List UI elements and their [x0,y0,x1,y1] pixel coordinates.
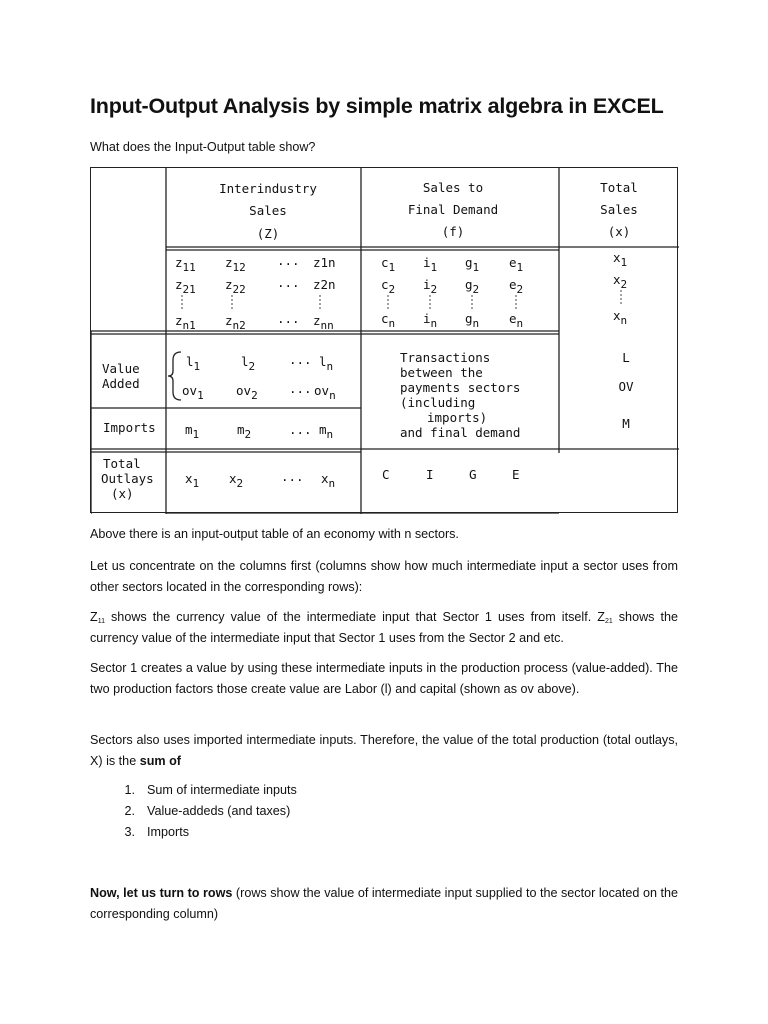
f-cell: cn [381,311,396,330]
question-text: What does the Input-Output table show? [90,140,316,154]
m-cell: m2 [237,422,252,441]
value-added-brace [168,352,181,400]
z-ellipsis: ... [277,253,300,268]
paragraph-intro: Above there is an input-output table of an economy with n sectors. [90,527,459,541]
z-ellipsis: ... [277,275,300,290]
paragraph-imports [90,730,678,771]
z-cell: zn1 [175,313,196,332]
z-cell: z11 [175,255,196,274]
transactions-line: Transactions [400,350,491,365]
z11-subscript: 11 [97,618,105,625]
value-added-label-line2: Added [102,376,140,391]
sum-of-emphasis: sum of [139,753,181,768]
z-cell: z22 [225,277,246,296]
l-ellipsis: ... [289,352,312,367]
list-item [90,822,678,843]
total-sales-header-line1: Total [600,180,638,195]
ov-cell: ov2 [236,383,258,402]
list-text: Value-addeds (and taxes) [147,804,291,818]
final-demand-total: G [469,467,477,482]
z-cell: zn2 [225,313,246,332]
final-demand-header-line3: (f) [441,224,465,239]
f-cell: c2 [381,277,396,296]
m-cell: mn [319,422,334,441]
z-ellipsis: ... [277,311,300,326]
f-cell: e2 [509,277,524,296]
ov-ellipsis: ... [289,381,312,396]
list-text: Sum of intermediate inputs [147,783,297,797]
total-sales-header-line3: (x) [607,224,631,239]
total-labor: L [622,350,630,365]
z-cell: z1n [313,255,336,270]
outlays-label-line2: Outlays [101,471,154,486]
outlays-label-line3: (x) [111,486,134,501]
imports-text: Sectors also uses imported intermediate inputs. Therefore, the value of the total production (total outlays, X) is the [90,733,678,768]
list-number: 2. [124,804,135,818]
interindustry-header-line1: Interindustry [219,181,317,196]
list-number: 3. [124,825,135,839]
final-demand-total: C [382,467,390,482]
transactions-line: and final demand [400,425,521,440]
outlays-label-line1: Total [103,456,141,471]
paragraph-z-values [90,607,678,648]
outlay-cell: xn [321,471,336,490]
f-cell: i2 [423,277,438,296]
transactions-line: payments sectors [400,380,521,395]
input-output-table-figure [90,167,678,513]
m-cell: m1 [185,422,200,441]
f-cell: in [423,311,438,330]
z11-symbol: Z [90,610,98,624]
l-cell: ln [319,354,334,373]
m-ellipsis: ... [289,422,312,437]
rows-description: (rows show the value of intermediate input supplied to the sector located on the corresponding column) [90,886,679,921]
sum-components-list [90,780,678,843]
f-cell: en [509,311,524,330]
f-cell: e1 [509,255,524,274]
f-cell: c1 [381,255,396,274]
paragraph-columns: Let us concentrate on the columns first (columns show how much intermediate input a sector uses from other sectors located in the corresponding rows): [90,559,678,594]
final-demand-header-line1: Sales to [422,180,484,195]
document-title: Input-Output Analysis by simple matrix algebra in EXCEL [90,94,664,118]
paragraph-rows [90,883,678,924]
input-output-table [91,168,679,514]
ov-cell: ov1 [182,383,204,402]
z-cell: znn [313,313,334,332]
rows-heading: Now, let us turn to rows [90,886,233,900]
z-cell: z2n [313,277,336,292]
z11-description: shows the currency value of the intermediate input that Sector 1 uses from itself. [104,610,598,624]
x-cell: x2 [613,272,628,291]
transactions-line: between the [400,365,483,380]
list-text: Imports [147,825,189,839]
l-cell: l1 [186,354,201,373]
list-number: 1. [124,783,135,797]
transactions-line: imports) [427,410,488,425]
f-cell: i1 [423,255,438,274]
total-other-value: OV [618,379,634,394]
ov-cell: ovn [314,383,336,402]
z21-symbol: Z [597,610,605,624]
final-demand-header-line2: Final Demand [407,202,499,217]
z21-subscript: 21 [604,618,613,625]
final-demand-total: E [512,467,520,482]
f-cell: g1 [465,255,480,274]
z-cell: z21 [175,277,196,296]
imports-label: Imports [103,420,156,435]
paragraph-value-added: Sector 1 creates a value by using these intermediate inputs in the production process (value-added). The two production factors those create value are Labor (l) and capital (shown as ov above). [90,661,678,696]
list-item [90,780,678,801]
outlay-ellipsis: ... [281,469,304,484]
f-cell: gn [465,311,480,330]
z-cell: z12 [225,255,246,274]
x-cell: x1 [613,250,628,269]
transactions-line: (including [400,395,476,410]
final-demand-total: I [426,467,434,482]
x-cell: xn [613,308,628,327]
l-cell: l2 [241,354,256,373]
f-cell: g2 [465,277,480,296]
total-sales-header-line2: Sales [600,202,638,217]
list-item [90,801,678,822]
value-added-label-line1: Value [102,361,140,376]
outlay-cell: x2 [229,471,244,490]
total-imports: M [622,416,630,431]
z21-description: shows the currency value of the intermediate input that Sector 1 uses from the Sector 2 and etc. [90,610,678,645]
interindustry-header-line3: (Z) [256,226,280,241]
outlay-cell: x1 [185,471,200,490]
interindustry-header-line2: Sales [249,203,287,218]
